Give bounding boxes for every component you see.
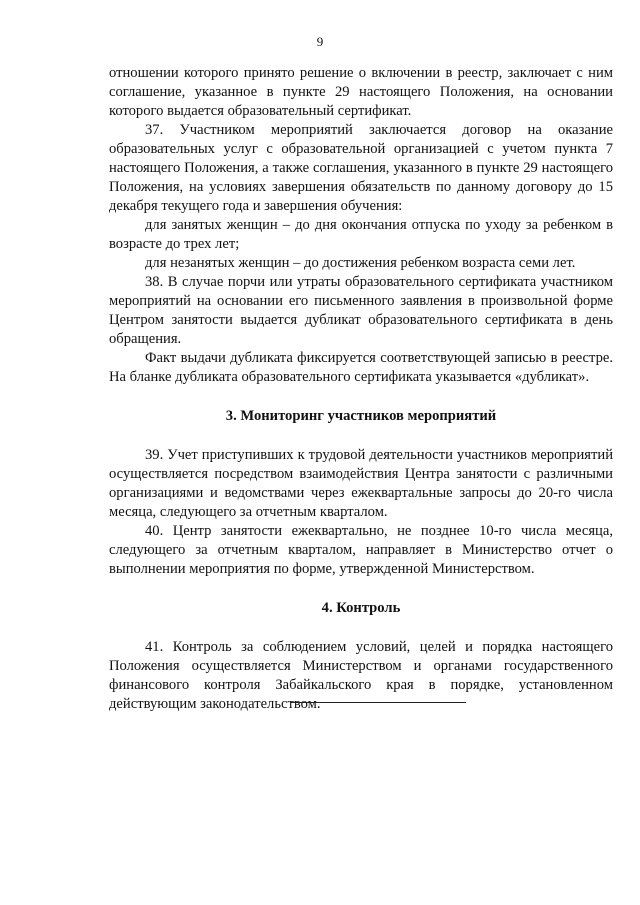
end-of-document-rule (290, 702, 466, 703)
paragraph-clause-37: 37. Участником мероприятий заключается договор на оказание образовательных услуг с образовательной организацией с учетом пункта 7 настоящего Положения, а также соглашения, указанного в пункте 29 настоящего Положения, на условиях завершения обязательств по данному договору до 15 декабря текущего года и завершения обучения: (109, 122, 613, 214)
page-number: 9 (316, 34, 324, 49)
section-heading-control: 4. Контроль (321, 600, 401, 616)
paragraph-clause-40: 40. Центр занятости ежеквартально, не позднее 10-го числа месяца, следующего за отчетным кварталом, направляет в Министерство отчет о выполнении мероприятия по форме, утвержденной Министерством. (109, 523, 613, 577)
section-heading-monitoring: 3. Мониторинг участников мероприятий (225, 408, 497, 424)
paragraph-clause-41: 41. Контроль за соблюдением условий, целей и порядка настоящего Положения осуществляется Министерством и органами государственного финансового контроля Забайкальского края в порядке, установленном действующим законодательством. (109, 639, 613, 712)
paragraph-unemployed-women: для незанятых женщин – до достижения ребенком возраста семи лет. (145, 255, 576, 271)
paragraph-duplicate-fact: Факт выдачи дубликата фиксируется соответствующей записью в реестре. На бланке дубликата образовательного сертификата указывается «дубликат». (109, 350, 613, 385)
paragraph-clause-39: 39. Учет приступивших к трудовой деятельности участников мероприятий осуществляется посредством взаимодействия Центра занятости с различными организациями и ведомствами через ежеквартальные запросы до 20-го числа месяца, следующего за отчетным кварталом. (109, 447, 613, 520)
document-body (109, 64, 613, 714)
paragraph-continuation: отношении которого принято решение о включении в реестр, заключает с ним соглашение, указанное в пункте 29 настоящего Положения, на основании которого выдается образовательный сертификат. (109, 65, 613, 119)
paragraph-employed-women: для занятых женщин – до дня окончания отпуска по уходу за ребенком в возрасте до трех лет; (109, 217, 613, 252)
paragraph-clause-38: 38. В случае порчи или утраты образовательного сертификата участником мероприятий на основании его письменного заявления в произвольной форме Центром занятости выдается дубликат образовательного сертификата в день обращения. (109, 274, 613, 347)
